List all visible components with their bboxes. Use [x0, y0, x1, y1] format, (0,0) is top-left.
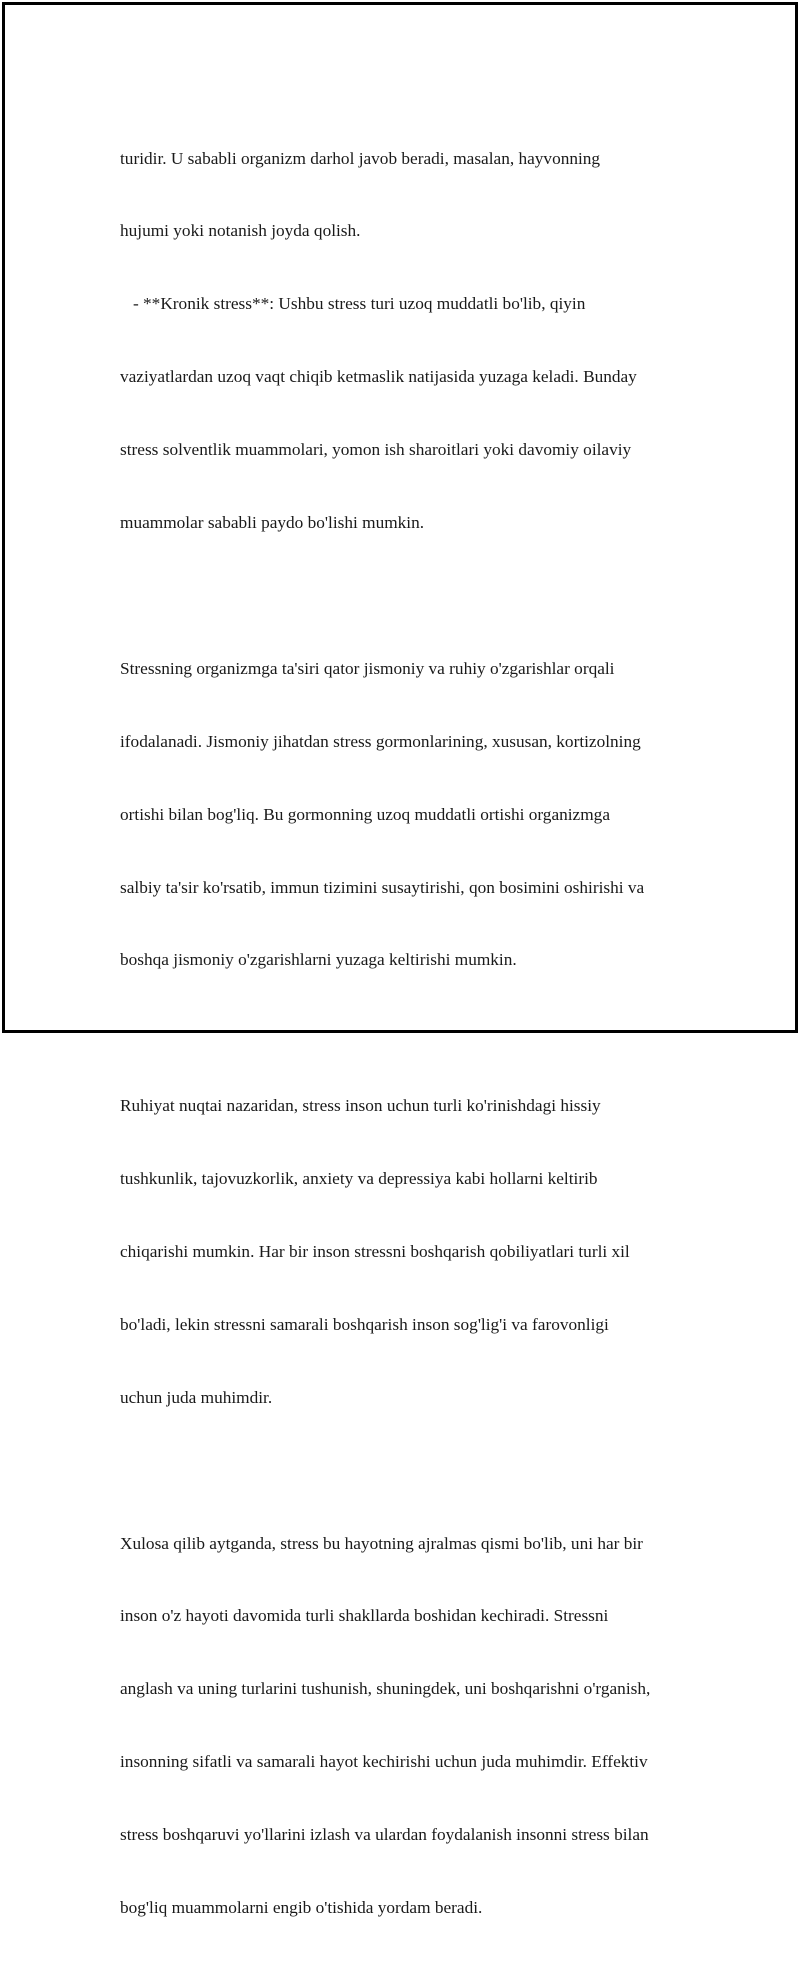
text-line: Stressning organizmga ta'siri qator jismoniy va ruhiy o'zgarishlar orqali: [120, 658, 615, 678]
text-line: inson o'z hayoti davomida turli shakllarda boshidan kechiradi. Stressni: [120, 1606, 609, 1626]
text-line: turidir. U sababli organizm darhol javob beradi, masalan, hayvonning: [120, 148, 601, 168]
text-line: ortishi bilan bog'liq. Bu gormonning uzoq muddatli ortishi organizmga: [120, 804, 610, 824]
text-line: bo'ladi, lekin stressni samarali boshqarish inson sog'lig'i va farovonligi: [120, 1314, 609, 1334]
text-line: - **Kronik stress**: Ushbu stress turi uzoq muddatli bo'lib, qiyin: [120, 294, 586, 314]
text-line: boshqa jismoniy o'zgarishlarni yuzaga keltirishi mumkin.: [120, 950, 517, 970]
text-line: Xulosa qilib aytganda, stress bu hayotning ajralmas qismi bo'lib, uni har bir: [120, 1533, 643, 1553]
paragraph-psychological-effects: [120, 1046, 710, 1459]
text-line: insonning sifatli va samarali hayot kechirishi uchun juda muhimdir. Effektiv: [120, 1752, 648, 1772]
text-line: tushkunlik, tajovuzkorlik, anxiety va depressiya kabi hollarni keltirib: [120, 1169, 598, 1189]
paragraph-physical-effects: [120, 608, 710, 1021]
text-line: stress boshqaruvi yo'llarini izlash va ulardan foydalanish insonni stress bilan: [120, 1825, 649, 1845]
text-line: stress solventlik muammolari, yomon ish sharoitlari yoki davomiy oilaviy: [120, 440, 632, 460]
text-line: Ruhiyat nuqtai nazaridan, stress inson uchun turli ko'rinishdagi hissiy: [120, 1096, 601, 1116]
text-line: vaziyatlardan uzoq vaqt chiqib ketmaslik natijasida yuzaga keladi. Bunday: [120, 367, 637, 387]
text-line: chiqarishi mumkin. Har bir inson stressni boshqarish qobiliyatlari turli xil: [120, 1241, 630, 1261]
paragraph-stress-types: [120, 98, 710, 584]
text-line: hujumi yoki notanish joyda qolish.: [120, 221, 361, 241]
text-line: anglash va uning turlarini tushunish, shuningdek, uni boshqarishni o'rganish,: [120, 1679, 651, 1699]
page-frame: [2, 2, 798, 1917]
text-line: ifodalanadi. Jismoniy jihatdan stress gormonlarining, xususan, kortizolning: [120, 731, 641, 751]
text-line: muammolar sababli paydo bo'lishi mumkin.: [120, 513, 425, 533]
text-line: salbiy ta'sir ko'rsatib, immun tizimini susaytirishi, qon bosimini oshirishi va: [120, 877, 645, 897]
document-body: [120, 98, 710, 1969]
text-line: uchun juda muhimdir.: [120, 1387, 273, 1407]
text-line: bog'liq muammolarni engib o'tishida yordam beradi.: [120, 1897, 483, 1917]
paragraph-conclusion: [120, 1483, 710, 1969]
